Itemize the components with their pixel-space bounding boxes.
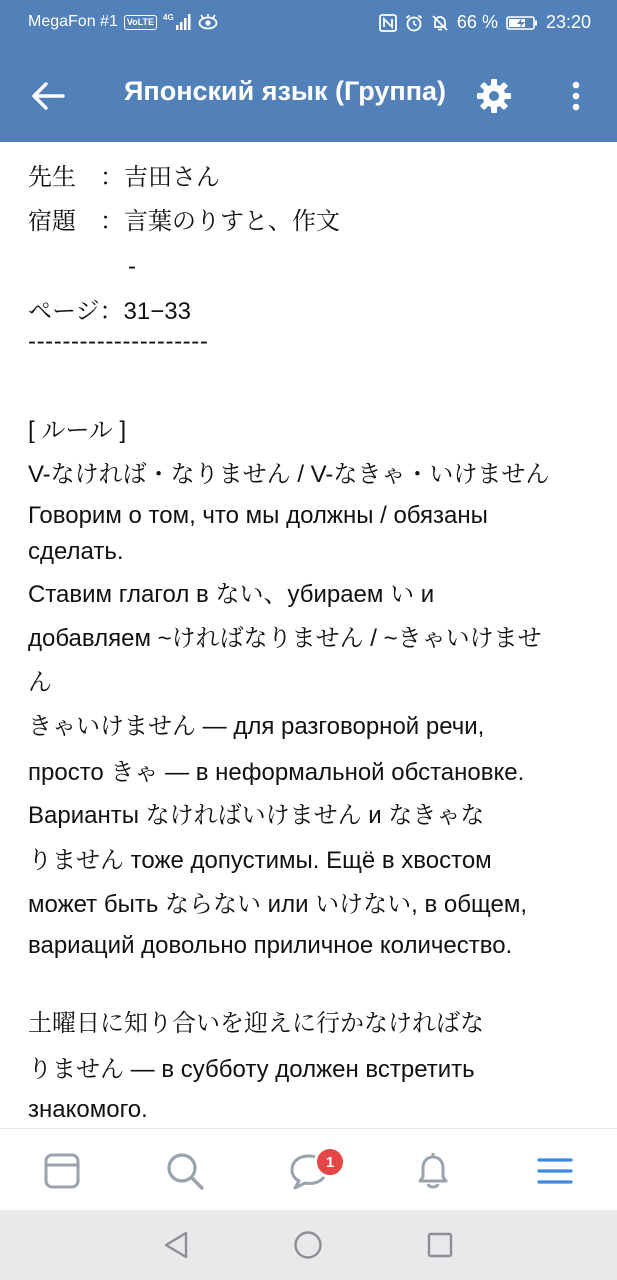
text-line: -: [128, 253, 136, 280]
text-line: ん: [28, 669, 52, 696]
text-line: может быть ならない или いけない, в общем,: [28, 891, 527, 918]
signal-icon: [176, 14, 192, 30]
more-vertical-icon: [571, 81, 581, 111]
nav-search-button[interactable]: [160, 1146, 210, 1196]
messages-badge: 1: [314, 1146, 346, 1178]
system-navigation-bar: [0, 1210, 617, 1280]
text-line: 宿題 ：言葉のりすと、作文: [28, 208, 340, 235]
battery-icon: [506, 15, 538, 31]
message-content: [0, 142, 617, 1128]
arrow-left-icon: [31, 81, 65, 111]
circle-home-icon: [293, 1230, 323, 1260]
square-recents-icon: [426, 1231, 454, 1259]
text-line: きゃいけません ― для разговорной речи,: [28, 713, 485, 740]
menu-icon: [537, 1156, 573, 1186]
page-title: Японский язык (Группа): [124, 76, 447, 106]
system-home-button[interactable]: [290, 1227, 326, 1263]
eye-icon: [198, 14, 218, 30]
system-back-button[interactable]: [158, 1227, 194, 1263]
text-line: вариаций довольно приличное количество.: [28, 932, 513, 959]
text-line: ページ：31−33: [28, 298, 191, 325]
status-left: [28, 13, 218, 31]
text-line: 土曜日に知り合いを迎えに行かなければな: [28, 1010, 484, 1037]
gear-icon: [476, 78, 512, 114]
system-recents-button[interactable]: [422, 1227, 458, 1263]
text-line: Варианты なければいけません и なきゃな: [28, 802, 485, 829]
nav-news-button[interactable]: [37, 1146, 87, 1196]
status-right: [379, 12, 591, 33]
bell-icon: [414, 1151, 452, 1191]
text-line: 先生 ：吉田さん: [28, 164, 220, 191]
alarm-icon: [405, 14, 423, 32]
text-line: знакомого.: [28, 1096, 148, 1123]
text-line: Ставим глагол в ない、убираем い и: [28, 581, 435, 608]
volte-icon: VoLTE: [124, 15, 157, 30]
triangle-back-icon: [162, 1230, 190, 1260]
text-line: りません тоже допустимы. Ещё в хвостом: [28, 847, 492, 874]
clock: 23:20: [545, 12, 591, 32]
nfc-icon: [379, 14, 397, 32]
settings-button[interactable]: [470, 72, 518, 120]
network-type-label: 4G: [163, 12, 174, 22]
app-bar: [0, 48, 617, 142]
search-icon: [165, 1151, 205, 1191]
text-line: V-なければ・なりません / V-なきゃ・いけません: [28, 461, 550, 488]
bottom-navigation: [0, 1128, 617, 1210]
text-line: りません ― в субботу должен встретить: [28, 1056, 475, 1083]
more-options-button[interactable]: [552, 72, 600, 120]
separator-line: ---------------------: [28, 328, 209, 355]
status-bar: [0, 0, 617, 48]
nav-notifications-button[interactable]: [408, 1146, 458, 1196]
back-button[interactable]: [24, 72, 72, 120]
news-feed-icon: [43, 1152, 81, 1190]
text-line: добавляем ~ければなりません / ~きゃいけませ: [28, 625, 542, 652]
nav-messages-button[interactable]: [284, 1146, 334, 1196]
text-line: просто きゃ ― в неформальной обстановке.: [28, 759, 525, 786]
text-line: сделать.: [28, 538, 124, 565]
text-line: [ ルール ]: [28, 417, 127, 444]
notifications-off-icon: [431, 14, 449, 32]
battery-percent: 66 %: [456, 12, 498, 32]
nav-menu-button[interactable]: [530, 1146, 580, 1196]
text-line: Говорим о том, что мы должны / обязаны: [28, 502, 488, 529]
carrier-label: MegaFon #1: [28, 13, 118, 30]
